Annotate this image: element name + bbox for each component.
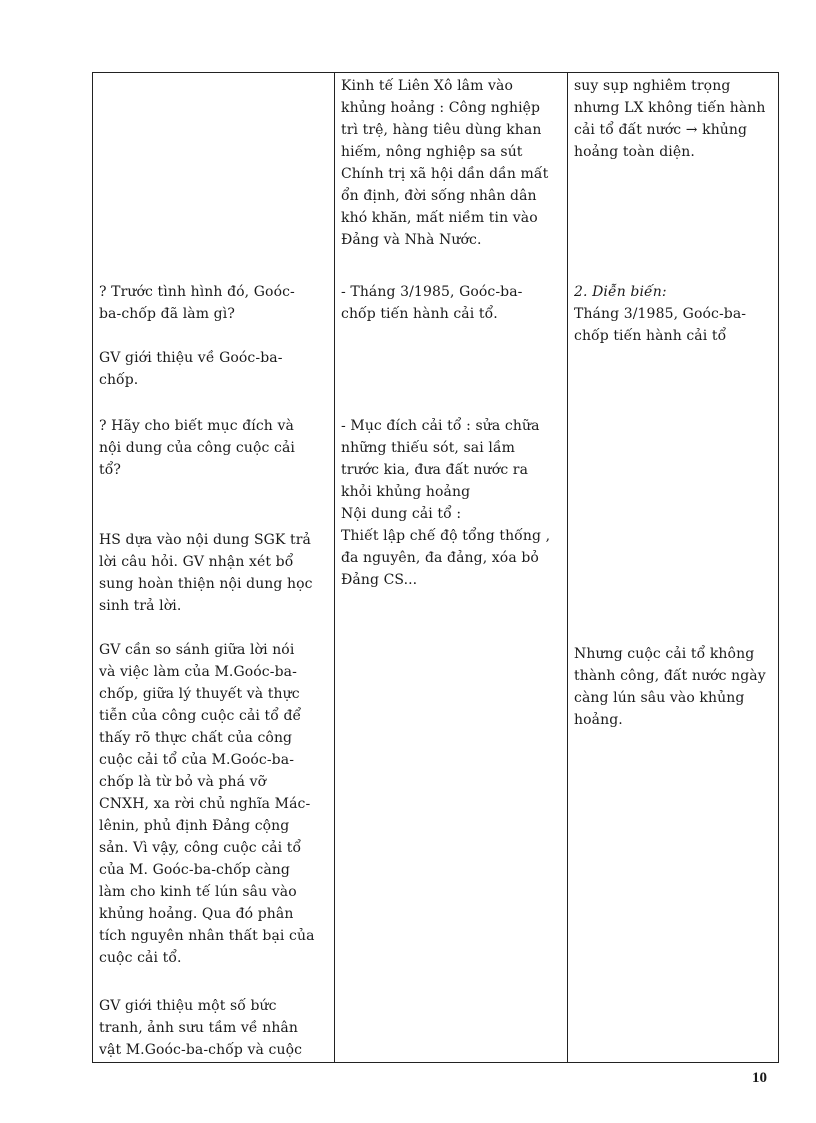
- dien-bien-text: Tháng 3/1985, Goóc-ba- chốp tiến hành cải tổ: [574, 306, 747, 344]
- question-purpose-content: ? Hãy cho biết mục đích và nội dung của công cuộc cải tổ?: [99, 418, 295, 478]
- gv-compare-paragraph: GV cần so sánh giữa lời nói và việc làm của M.Goóc-ba- chốp, giữa lý thuyết và thực tiễn của công cuộc cải tổ để thấy rõ thực chất của công cuộc cải tổ của M.Goóc-ba- chốp là từ bỏ và phá vỡ CNXH, xa rời chủ nghĩa Mác- lênin, phủ định Đảng cộng sản. Vì vậy, công cuộc cải tổ của M. Goóc-ba-chốp càng làm cho kinh tế lún sâu vào khủng hoảng. Qua đó phân tích nguyên nhân thất bại của cuộc cải tổ.: [99, 642, 315, 966]
- main-knowledge-column: [568, 73, 779, 1063]
- question-gorbachev-action: ? Trước tình hình đó, Goóc- ba-chốp đã làm gì?: [99, 284, 295, 322]
- lesson-table: [92, 72, 779, 1063]
- collapse-paragraph: suy sụp nghiêm trọng nhưng LX không tiến hành cải tổ đất nước → khủng hoảng toàn diện.: [574, 78, 766, 160]
- content-column: [335, 73, 568, 1063]
- dien-bien-heading: 2. Diễn biến:: [574, 284, 667, 300]
- page-number: 10: [752, 1070, 767, 1086]
- reform-failure-paragraph: Nhưng cuộc cải tổ không thành công, đất nước ngày càng lún sâu vào khủng hoảng.: [574, 646, 766, 728]
- gv-intro-gorbachev: GV giới thiệu về Goóc-ba- chốp.: [99, 350, 283, 388]
- teacher-student-activity-column: [93, 73, 335, 1063]
- table-row: [93, 73, 779, 1063]
- reform-purpose-content: - Mục đích cải tổ : sửa chữa những thiếu sót, sai lầm trước kia, đưa đất nước ra khỏi khủng hoảng Nội dung cải tổ : Thiết lập chế độ tổng thống , đa nguyên, đa đảng, xóa bỏ Đảng CS...: [341, 418, 551, 588]
- economy-crisis-paragraph: Kinh tế Liên Xô lâm vào khủng hoảng : Công nghiệp trì trệ, hàng tiêu dùng khan hiếm, nông nghiệp sa sút Chính trị xã hội dần dần mất ổn định, đời sống nhân dân khó khăn, mất niềm tin vào Đảng và Nhà Nước.: [341, 78, 549, 248]
- hs-answer-instructions: HS dựa vào nội dung SGK trả lời câu hỏi. GV nhận xét bổ sung hoàn thiện nội dung học sinh trả lời.: [99, 532, 313, 614]
- march-1985-reform: - Tháng 3/1985, Goóc-ba- chốp tiến hành cải tổ.: [341, 284, 523, 322]
- gv-pictures-paragraph: GV giới thiệu một số bức tranh, ảnh sưu tầm về nhân vật M.Goóc-ba-chốp và cuộc: [99, 998, 303, 1058]
